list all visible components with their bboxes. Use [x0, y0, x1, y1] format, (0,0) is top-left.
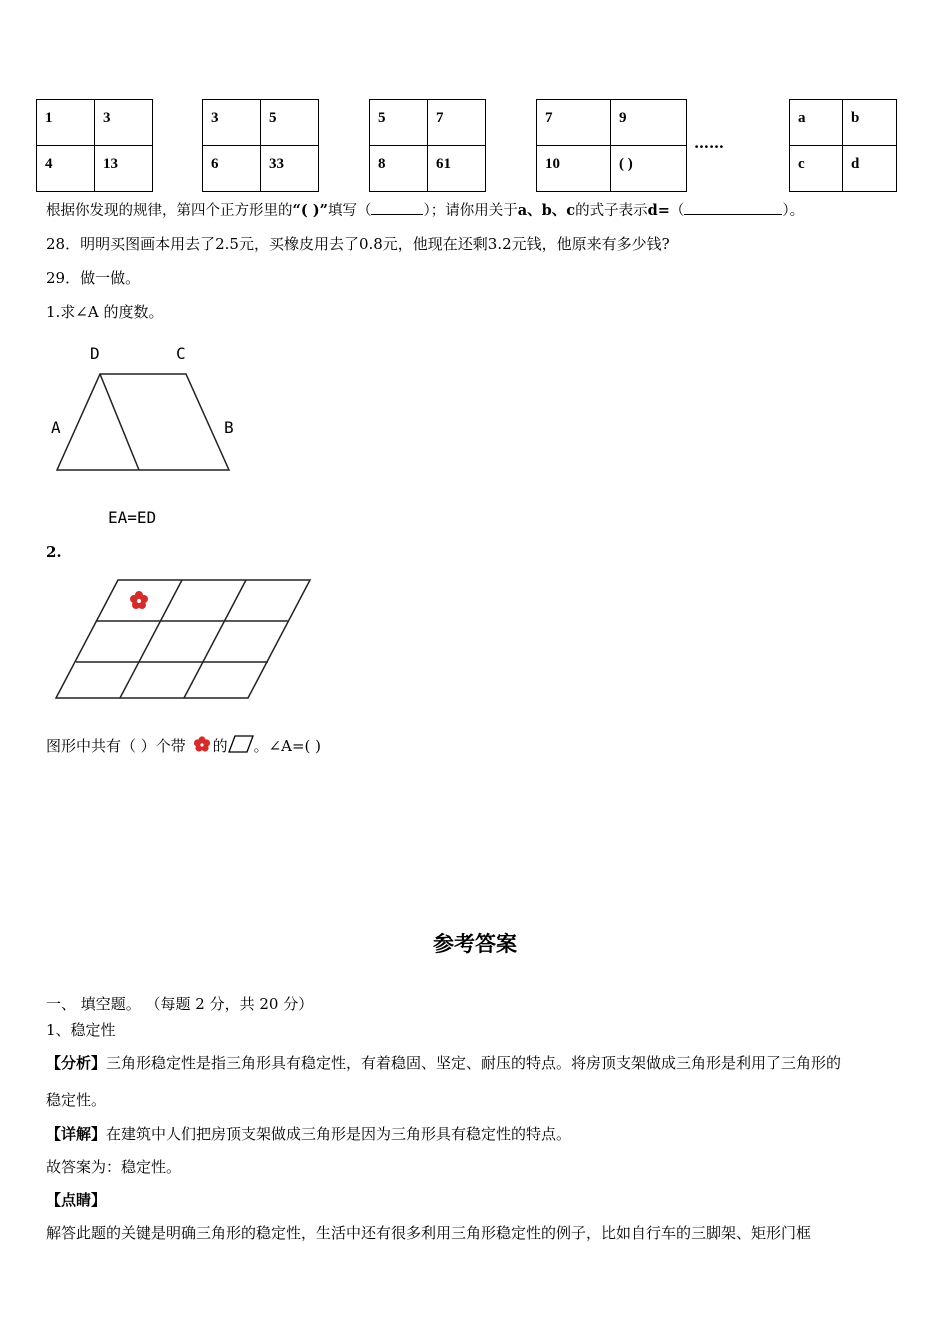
label-a: A — [51, 418, 61, 437]
ellipsis: …… — [694, 134, 724, 152]
analysis — [46, 1052, 841, 1073]
q29-2-text: 。∠A=( ) — [253, 737, 322, 755]
analysis-line-2: 稳定性。 — [46, 1091, 107, 1109]
answer-title: 参考答案 — [433, 931, 517, 956]
grid-cell: 10 — [537, 146, 611, 192]
number-grid-1 — [36, 99, 153, 192]
q27-text: ）。 — [782, 203, 805, 219]
q27-text: 根据你发现的规律，第四个正方形里的 — [46, 203, 293, 219]
grid-outline — [56, 580, 310, 698]
question-29-2: 2. — [46, 543, 62, 561]
analysis-tag: 【分析】 — [46, 1054, 107, 1072]
grid-cell: 33 — [261, 146, 319, 192]
grid-cell: 8 — [370, 146, 428, 192]
section-1-heading: 一、 填空题。 （每题 2 分，共 20 分） — [46, 995, 314, 1013]
parallelogram-icon — [228, 735, 254, 753]
detail-tag: 【详解】 — [46, 1125, 107, 1143]
q29-2-text: 的 — [212, 737, 228, 755]
grid-cell: 4 — [37, 146, 95, 192]
grid-cell: 3 — [95, 100, 153, 146]
q27-text: 填写（ — [327, 203, 372, 219]
answer-line: 故答案为：稳定性。 — [46, 1158, 182, 1176]
question-29-2-text — [46, 735, 321, 756]
q27-text: ）；请你用关于 — [423, 203, 518, 219]
grid-cell: 6 — [203, 146, 261, 192]
trapezoid-shape — [57, 374, 229, 470]
trapezoid-figure — [40, 335, 260, 535]
grid-cell: 7 — [428, 100, 486, 146]
grid-line — [120, 580, 182, 698]
analysis-line-1: 三角形稳定性是指三角形具有稳定性，有着稳固、坚定、耐压的特点。将房顶支架做成三角形是利用了三角形的 — [106, 1054, 842, 1072]
grid-cell: a — [790, 100, 843, 146]
variable-grid — [789, 99, 897, 192]
detail — [46, 1123, 571, 1144]
grid-cell: 13 — [95, 146, 153, 192]
grid-cell: 3 — [203, 100, 261, 146]
label-b: B — [224, 418, 234, 437]
q27-text: （ — [669, 203, 685, 219]
number-grid-3 — [369, 99, 486, 192]
q27-quote: “( )” — [292, 202, 328, 219]
grid-line — [184, 580, 246, 698]
q29-2-text: 图形中共有（ ）个带 — [46, 737, 186, 755]
grid-cell: 5 — [261, 100, 319, 146]
number-grid-4 — [536, 99, 687, 192]
parallelogram-grid-figure — [50, 575, 320, 705]
question-27-text — [46, 199, 804, 220]
grid-cell: b — [843, 100, 897, 146]
segment-de — [100, 374, 139, 470]
answer-blank[interactable] — [684, 200, 782, 215]
grid-cell: 9 — [611, 100, 687, 146]
q27-dvar: d= — [647, 202, 670, 219]
comment: 解答此题的关键是明确三角形的稳定性，生活中还有很多利用三角形稳定性的例子，比如自行车的三脚架、矩形门框 — [46, 1224, 812, 1242]
number-grid-2 — [202, 99, 319, 192]
label-c: C — [176, 344, 186, 363]
flower-icon — [130, 591, 148, 609]
grid-cell: 7 — [537, 100, 611, 146]
comment-tag: 【点睛】 — [46, 1191, 107, 1209]
answer-blank[interactable] — [371, 200, 423, 215]
question-29-1: 1.求∠A 的度数。 — [46, 303, 164, 321]
flower-icon — [191, 735, 213, 753]
grid-cell: 5 — [370, 100, 428, 146]
grid-cell: 1 — [37, 100, 95, 146]
question-28: 28．明明买图画本用去了2.5元，买橡皮用去了0.8元，他现在还剩3.2元钱，他原来有多少钱? — [46, 235, 670, 253]
label-ea-ed: EA=ED — [108, 508, 157, 527]
grid-cell: d — [843, 146, 897, 192]
q27-text: 的式子表示 — [575, 203, 648, 219]
grid-cell: ( ) — [611, 146, 687, 192]
question-29: 29．做一做。 — [46, 269, 141, 287]
grid-cell: c — [790, 146, 843, 192]
q27-vars: a、b、c — [517, 202, 576, 219]
grid-cell: 61 — [428, 146, 486, 192]
detail-text: 在建筑中人们把房顶支架做成三角形是因为三角形具有稳定性的特点。 — [106, 1125, 572, 1143]
answer-1: 1、稳定性 — [46, 1021, 116, 1039]
label-d: D — [90, 344, 100, 363]
